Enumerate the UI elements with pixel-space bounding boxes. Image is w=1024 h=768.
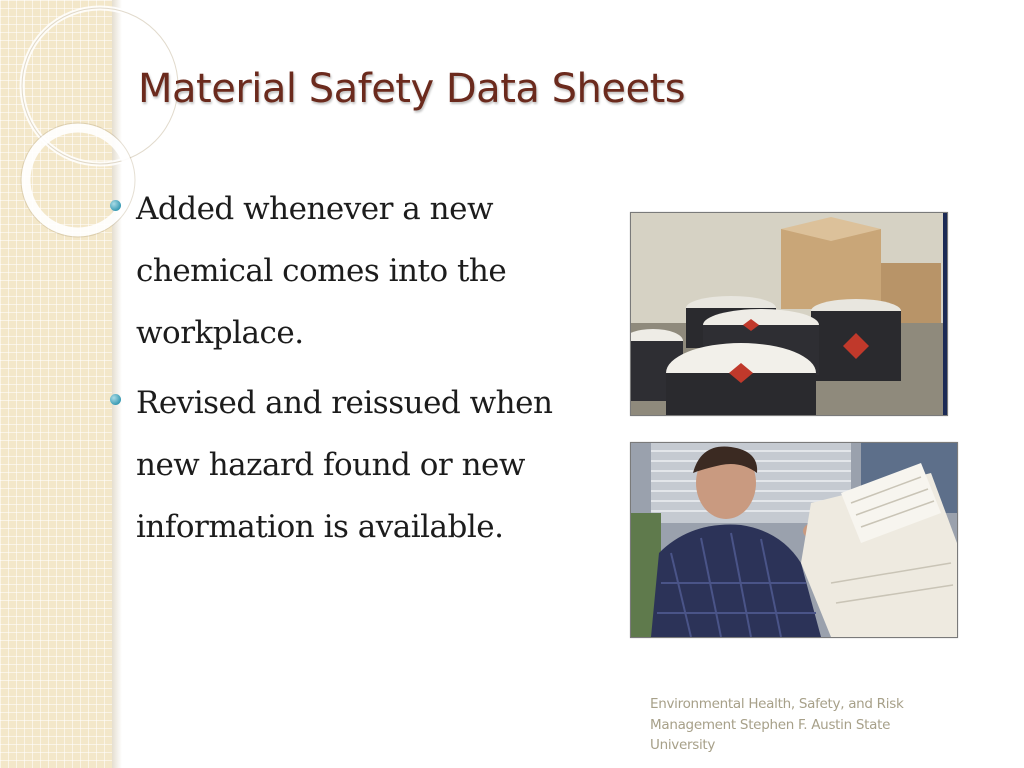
bullet-marker-icon	[110, 394, 121, 405]
slide-title: Material Safety Data Sheets	[138, 66, 686, 112]
bullet-item	[136, 372, 576, 558]
bullet-item	[136, 178, 576, 364]
photo-chemical-drums	[630, 212, 948, 416]
bullet-text: Added whenever a new chemical comes into the workplace.	[136, 191, 507, 351]
bullet-text: Revised and reissued when new hazard found or new information is available.	[136, 385, 553, 545]
bullet-marker-icon	[110, 200, 121, 211]
footer-credit: Environmental Health, Safety, and Risk Management Stephen F. Austin State University	[650, 696, 904, 753]
bullet-list	[136, 178, 576, 566]
photo-man-reading-document	[630, 442, 958, 638]
